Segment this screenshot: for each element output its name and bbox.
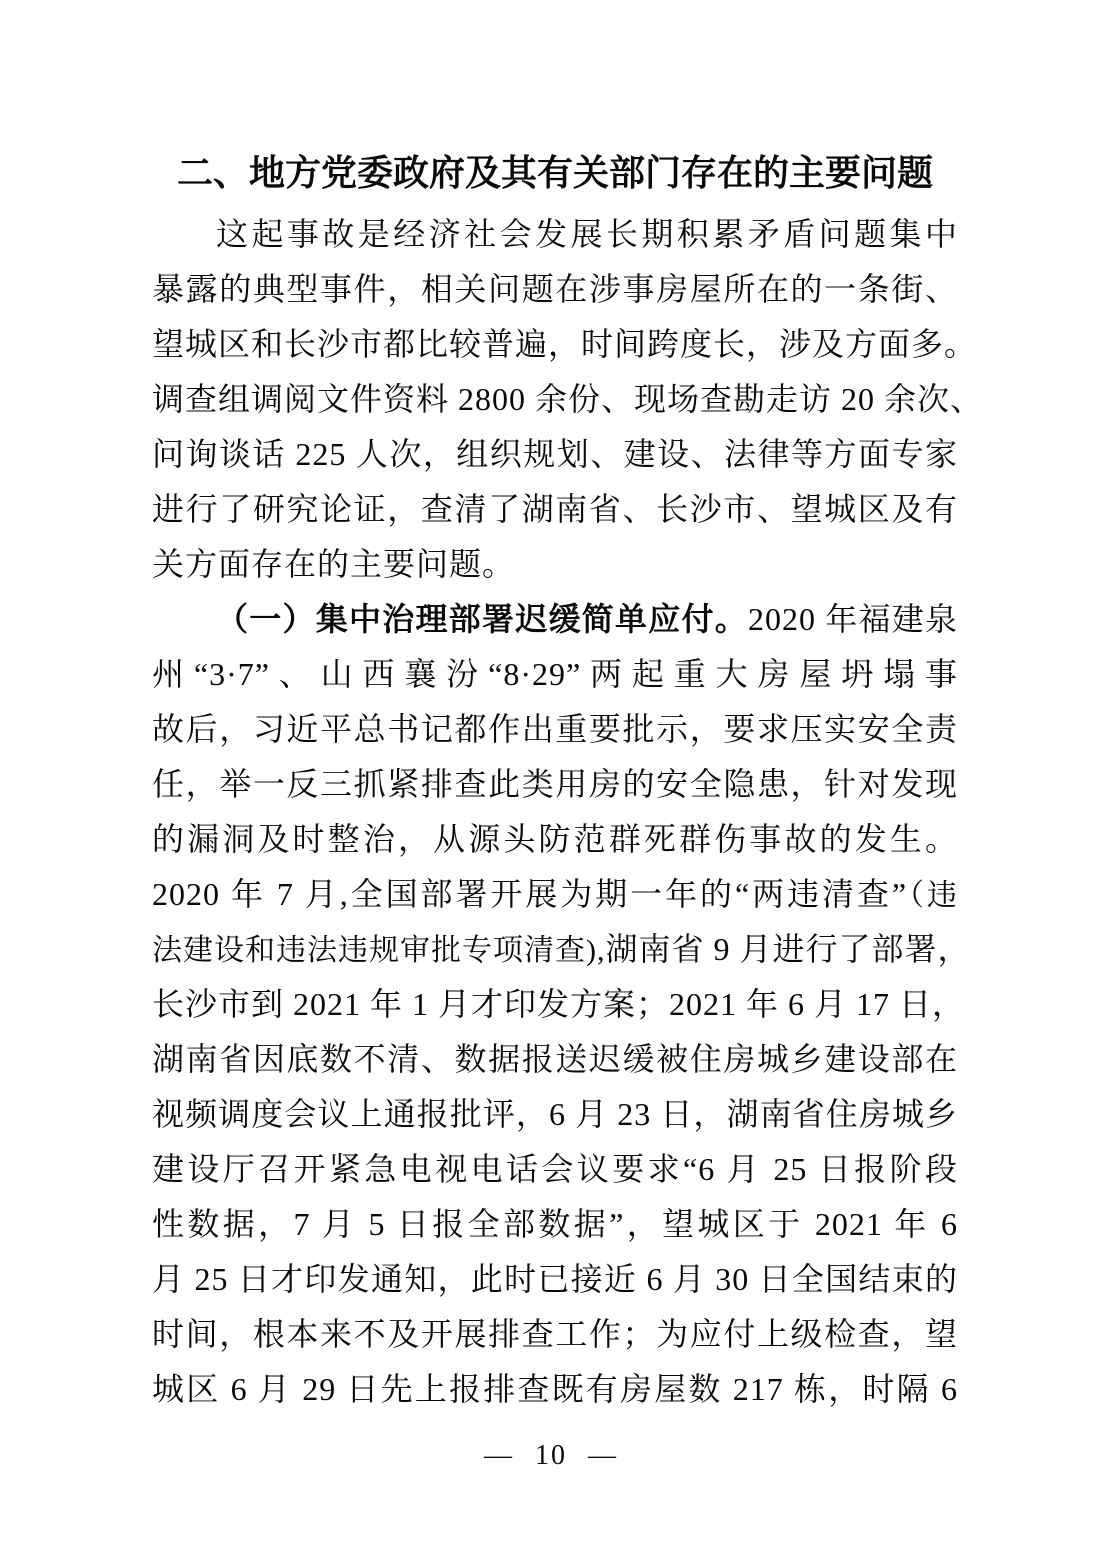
- line-text: 建设厅召开紧急电视电话会议要求“6 月 25 日报阶段: [152, 1151, 958, 1187]
- paragraph-line: [152, 1197, 958, 1252]
- paragraph-line: [152, 647, 958, 702]
- line-text: 城区 6 月 29 日先上报排查既有房屋数 217 栋，时隔 6: [152, 1371, 958, 1407]
- line-text: 望城区和长沙市都比较普遍，时间跨度长，涉及方面多。: [152, 326, 978, 362]
- line-text: 这起事故是经济社会发展长期积累矛盾问题集中: [216, 216, 958, 252]
- paragraph-line: [152, 427, 958, 482]
- paragraph-line: [152, 922, 971, 977]
- line-text: 湖南省因底数不清、数据报送迟缓被住房城乡建设部在: [152, 1041, 958, 1077]
- paragraph-line: [152, 977, 966, 1032]
- paragraph-line: [152, 1307, 958, 1362]
- paragraph-line: [152, 317, 978, 372]
- line-text: 州“3·7”、山西襄汾“8·29”两起重大房屋坍塌事: [152, 656, 958, 692]
- paragraph-line: [152, 207, 958, 262]
- paragraph-line: [152, 592, 958, 647]
- paragraph-line: [152, 812, 958, 867]
- line-text: 湖南省 9 月进行了部署，: [605, 931, 971, 967]
- paragraph-line: [152, 262, 958, 317]
- paragraph-line: [152, 1142, 958, 1197]
- paragraph-line: [152, 482, 958, 537]
- line-text: 长沙市到 2021 年 1 月才印发方案；2021 年 6 月 17 日，: [152, 986, 966, 1022]
- document-body: [152, 147, 984, 1417]
- section-heading: （一）集中治理部署迟缓简单应付。: [216, 601, 748, 637]
- line-text: 视频调度会议上通报批评，6 月 23 日，湖南省住房城乡: [152, 1096, 958, 1132]
- line-text: 进行了研究论证，查清了湖南省、长沙市、望城区及有: [152, 491, 958, 527]
- paragraph-line: [152, 1362, 958, 1417]
- paragraph-line: [152, 867, 958, 922]
- annotation-text: 法建设和违法违规审批专项清查),: [152, 934, 606, 967]
- line-text: 问询谈话 225 人次，组织规划、建设、法律等方面专家: [152, 436, 958, 472]
- paragraph-line: [152, 1252, 958, 1307]
- page-number: — 10 —: [484, 1440, 618, 1471]
- paragraph-line: [152, 372, 984, 427]
- line-text: 月 25 日才印发通知，此时已接近 6 月 30 日全国结束的: [152, 1261, 958, 1297]
- section-title: 二、地方党委政府及其有关部门存在的主要问题: [176, 152, 933, 193]
- paragraph-line: [152, 537, 958, 592]
- line-text: 时间，根本来不及开展排查工作；为应付上级检查，望: [152, 1316, 958, 1352]
- annotation-text: （违: [907, 879, 958, 912]
- line-text: 关方面存在的主要问题。: [152, 546, 516, 582]
- line-text: 调查组调阅文件资料 2800 余份、现场查勘走访 20 余次、: [152, 381, 984, 417]
- line-text: 的漏洞及时整治，从源头防范群死群伤事故的发生。: [152, 821, 958, 857]
- line-text: 任，举一反三抓紧排查此类用房的安全隐患，针对发现: [152, 766, 958, 802]
- line-text: 2020 年福建泉: [747, 601, 958, 637]
- line-text: 暴露的典型事件，相关问题在涉事房屋所在的一条街、: [152, 271, 958, 307]
- paragraph-line: [152, 1087, 958, 1142]
- paragraph-line: [152, 702, 958, 757]
- paragraph-line: [152, 757, 958, 812]
- paragraph-line: [152, 1032, 958, 1087]
- line-text: 故后，习近平总书记都作出重要批示，要求压实安全责: [152, 711, 958, 747]
- line-text: 性数据，7 月 5 日报全部数据”，望城区于 2021 年 6: [152, 1206, 958, 1242]
- line-text: 2020 年 7 月,全国部署开展为期一年的“两违清查”: [152, 876, 908, 912]
